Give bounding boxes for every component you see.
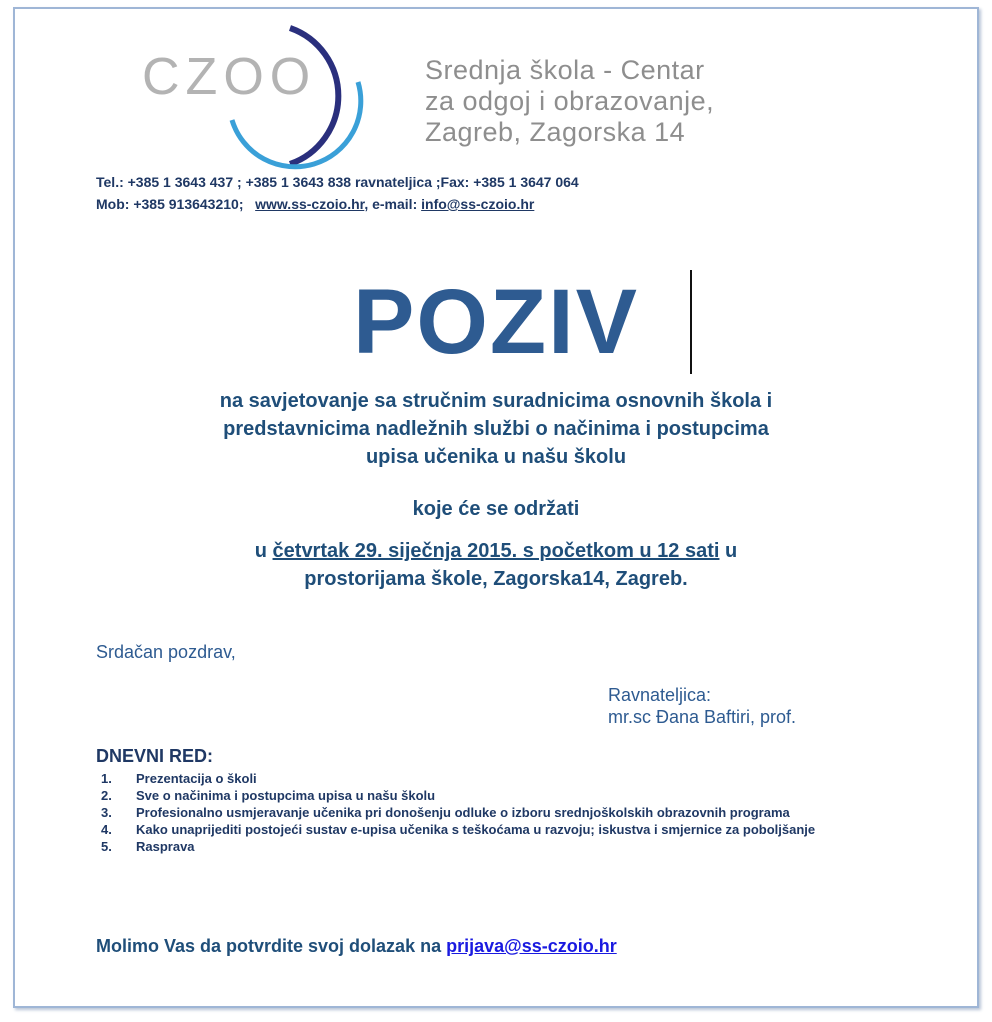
subtitle-line-2: predstavnicima nadležnih službi o načinima i postupcima	[223, 418, 769, 440]
czoo-logo	[140, 22, 410, 172]
text-cursor	[690, 270, 692, 374]
agenda-list	[98, 770, 868, 855]
agenda-item	[98, 770, 868, 787]
agenda-item-number: 4.	[101, 822, 112, 837]
event-details	[0, 537, 992, 593]
agenda-item	[98, 787, 868, 804]
agenda-title: DNEVNI RED:	[96, 746, 214, 766]
school-name	[425, 55, 714, 148]
agenda-item-text: Rasprava	[136, 839, 195, 854]
email-link[interactable]: info@ss-czoio.hr	[421, 196, 535, 212]
email-prefix: , e-mail:	[364, 196, 418, 212]
event-suffix: u	[725, 540, 738, 562]
school-name-line-1: Srednja škola - Centar	[425, 55, 705, 85]
event-prefix: u	[254, 540, 267, 562]
page-title: POZIV	[352, 271, 640, 373]
signature	[608, 684, 796, 728]
school-name-line-2: za odgoj i obrazovanje,	[425, 86, 715, 116]
agenda-item-number: 1.	[101, 771, 112, 786]
school-name-line-3: Zagreb, Zagorska 14	[425, 117, 686, 147]
agenda-item-text: Sve o načinima i postupcima upisa u našu školu	[136, 788, 436, 803]
mobile-number: Mob: +385 913643210;	[96, 196, 244, 212]
contact-phone-line: Tel.: +385 1 3643 437 ; +385 1 3643 838 ravnateljica ;Fax: +385 1 3647 064	[96, 174, 579, 190]
greeting: Srdačan pozdrav,	[96, 642, 236, 662]
subtitle	[0, 387, 992, 471]
agenda-item	[98, 821, 868, 838]
agenda-item-text: Kako unaprijediti postojeći sustav e-upisa učenika s teškoćama u razvoju; iskustva i smjernice za poboljšanje	[136, 822, 816, 837]
rsvp-text: Molimo Vas da potvrdite svoj dolazak na	[96, 936, 442, 956]
rsvp-email-link[interactable]: prijava@ss-czoio.hr	[446, 936, 617, 956]
subtitle-line-1: na savjetovanje sa stručnim suradnicima osnovnih škola i	[219, 390, 773, 412]
agenda-item-text: Prezentacija o školi	[136, 771, 257, 786]
agenda-item	[98, 804, 868, 821]
agenda-item	[98, 838, 868, 855]
contact-mobile-line	[96, 196, 534, 212]
agenda-item-number: 5.	[101, 839, 112, 854]
website-link[interactable]: www.ss-czoio.hr	[255, 196, 365, 212]
subtitle-line-3: upisa učenika u našu školu	[365, 446, 627, 468]
event-date-line	[0, 537, 992, 565]
event-intro: koje će se održati	[412, 498, 580, 520]
agenda-item-number: 2.	[101, 788, 112, 803]
event-date: četvrtak 29. siječnja 2015. s početkom u 12 sati	[272, 540, 720, 562]
logo-text: CZOO	[142, 48, 317, 106]
agenda-item-text: Profesionalno usmjeravanje učenika pri donošenju odluke o izboru srednjoškolskih obrazovnih programa	[136, 805, 790, 820]
event-location: prostorijama škole, Zagorska14, Zagreb.	[304, 568, 688, 590]
rsvp-line	[96, 936, 617, 957]
agenda-item-number: 3.	[101, 805, 112, 820]
signature-role: Ravnateljica:	[608, 685, 712, 705]
signature-name: mr.sc Đana Baftiri, prof.	[608, 707, 797, 727]
